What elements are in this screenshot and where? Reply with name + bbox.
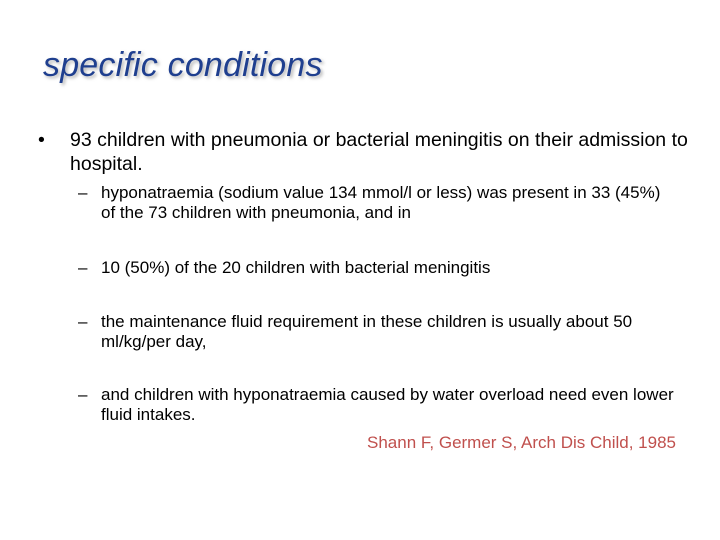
subbullet-marker: – [78, 258, 88, 277]
citation: Shann F, Germer S, Arch Dis Child, 1985 [367, 433, 676, 452]
subbullet-text: hyponatraemia (sodium value 134 mmol/l or less) was present in 33 (45%) of the 73 children with pneumonia, and in [101, 183, 661, 222]
bullet-marker: • [38, 129, 45, 151]
subbullet-text: 10 (50%) of the 20 children with bacterial meningitis [101, 258, 491, 277]
subbullet-item-4 [78, 385, 678, 425]
subbullet-text: and children with hyponatraemia caused by water overload need even lower fluid intakes. [101, 385, 674, 424]
subbullet-marker: – [78, 312, 88, 331]
subbullet-marker: – [78, 183, 88, 202]
bullet-text: 93 children with pneumonia or bacterial meningitis on their admission to hospital. [70, 129, 688, 175]
subbullet-item-1 [78, 183, 678, 223]
subbullet-item-3 [78, 312, 678, 352]
subbullet-item-2 [78, 258, 678, 278]
subbullet-marker: – [78, 385, 88, 404]
bullet-item-1 [38, 128, 688, 176]
slide-title: specific conditions [43, 46, 323, 84]
subbullet-text: the maintenance fluid requirement in these children is usually about 50 ml/kg/per day, [101, 312, 633, 351]
